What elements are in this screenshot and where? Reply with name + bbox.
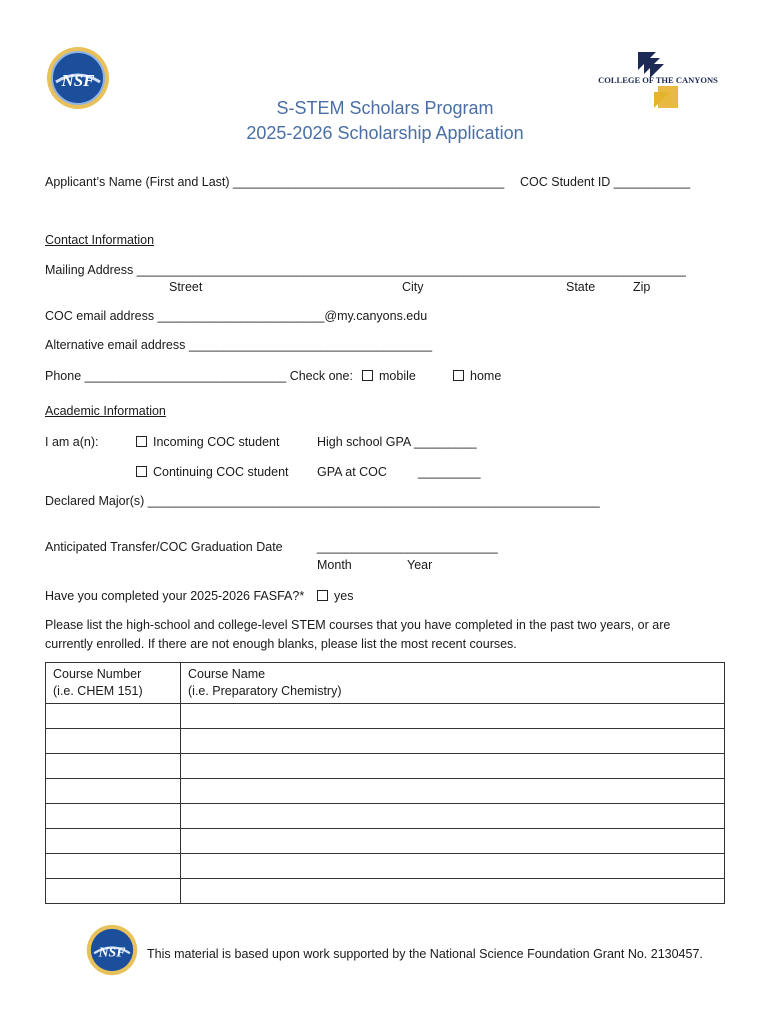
table-header-row [46,663,725,704]
home-option[interactable] [453,370,501,383]
continuing-checkbox[interactable] [136,466,147,477]
page-title: S-STEM Scholars Program [276,98,494,118]
phone-field[interactable]: Phone _____________________________ Check one: [45,369,353,383]
course-name-cell[interactable] [181,779,725,804]
footer-acknowledgment: This material is based upon work supported by the National Science Foundation Grant No. 2130457. [147,947,703,961]
course-number-cell[interactable] [46,879,181,904]
course-number-header [46,663,181,704]
course-name-cell[interactable] [181,879,725,904]
incoming-option[interactable] [136,436,279,449]
coc-email-field[interactable]: COC email address ________________________@my.canyons.edu [45,309,428,323]
nsf-logo-text: NSF [61,71,95,90]
table-row [46,829,725,854]
student-id-field[interactable]: COC Student ID ___________ [520,175,691,189]
coc-logo-text: COLLEGE OF THE CANYONS [598,75,718,85]
continuing-option[interactable] [136,466,289,479]
zip-label: Zip [633,280,651,294]
course-number-cell[interactable] [46,704,181,729]
academic-heading: Academic Information [45,404,166,418]
course-name-cell[interactable] [181,804,725,829]
course-number-header-example: (i.e. CHEM 151) [53,684,143,698]
instructions-line2: currently enrolled. If there are not enough blanks, please list the most recent courses. [45,637,517,651]
home-label: home [470,369,502,383]
year-label: Year [407,558,433,572]
gpa-coc-label: GPA at COC [317,465,387,479]
graduation-date-field[interactable]: __________________________ [317,540,498,554]
city-label: City [402,280,424,294]
state-label: State [566,280,596,294]
footer-nsf-logo [86,924,138,976]
course-name-cell[interactable] [181,854,725,879]
course-name-header [181,663,725,704]
table-row [46,854,725,879]
table-row [46,779,725,804]
contact-heading: Contact Information [45,233,155,247]
table-row [46,804,725,829]
incoming-checkbox[interactable] [136,436,147,447]
table-row [46,879,725,904]
incoming-label: Incoming COC student [153,435,280,449]
course-name-cell[interactable] [181,704,725,729]
applicant-name-field[interactable]: Applicant’s Name (First and Last) _______________________________________ [45,175,505,189]
mobile-option[interactable] [362,370,416,383]
home-checkbox[interactable] [453,370,464,381]
gpa-coc-field[interactable]: _________ [418,465,481,479]
instructions-line1: Please list the high-school and college-level STEM courses that you have completed in the past two years, or are [45,618,671,632]
street-label: Street [169,280,203,294]
mobile-checkbox[interactable] [362,370,373,381]
fasfa-yes-option[interactable] [317,590,353,603]
table-row [46,729,725,754]
table-row [46,704,725,729]
course-name-cell[interactable] [181,754,725,779]
continuing-label: Continuing COC student [153,465,289,479]
course-number-cell[interactable] [46,779,181,804]
course-name-cell[interactable] [181,729,725,754]
i-am-label: I am a(n): [45,435,99,449]
declared-major-field[interactable]: Declared Major(s) _________________________________________________________________ [45,494,600,508]
mobile-label: mobile [379,369,416,383]
mailing-address-field[interactable]: Mailing Address _______________________________________________________________________________ [45,263,686,277]
graduation-date-label: Anticipated Transfer/COC Graduation Date [45,540,283,554]
table-row [46,754,725,779]
course-name-header-title: Course Name [188,667,266,681]
course-number-cell[interactable] [46,854,181,879]
course-name-cell[interactable] [181,829,725,854]
page-subtitle: 2025-2026 Scholarship Application [246,123,524,143]
alt-email-field[interactable]: Alternative email address ___________________________________ [45,338,433,352]
footer-nsf-logo-text: NSF [98,944,126,960]
course-number-cell[interactable] [46,729,181,754]
course-number-cell[interactable] [46,829,181,854]
fasfa-yes-checkbox[interactable] [317,590,328,601]
courses-table [45,662,725,904]
fasfa-yes-label: yes [334,589,354,603]
course-number-cell[interactable] [46,754,181,779]
course-number-cell[interactable] [46,804,181,829]
month-label: Month [317,558,352,572]
course-name-header-example: (i.e. Preparatory Chemistry) [188,684,342,698]
fasfa-question: Have you completed your 2025-2026 FASFA?* [45,589,305,603]
course-number-header-title: Course Number [53,667,142,681]
hs-gpa-field[interactable]: High school GPA _________ [317,435,477,449]
